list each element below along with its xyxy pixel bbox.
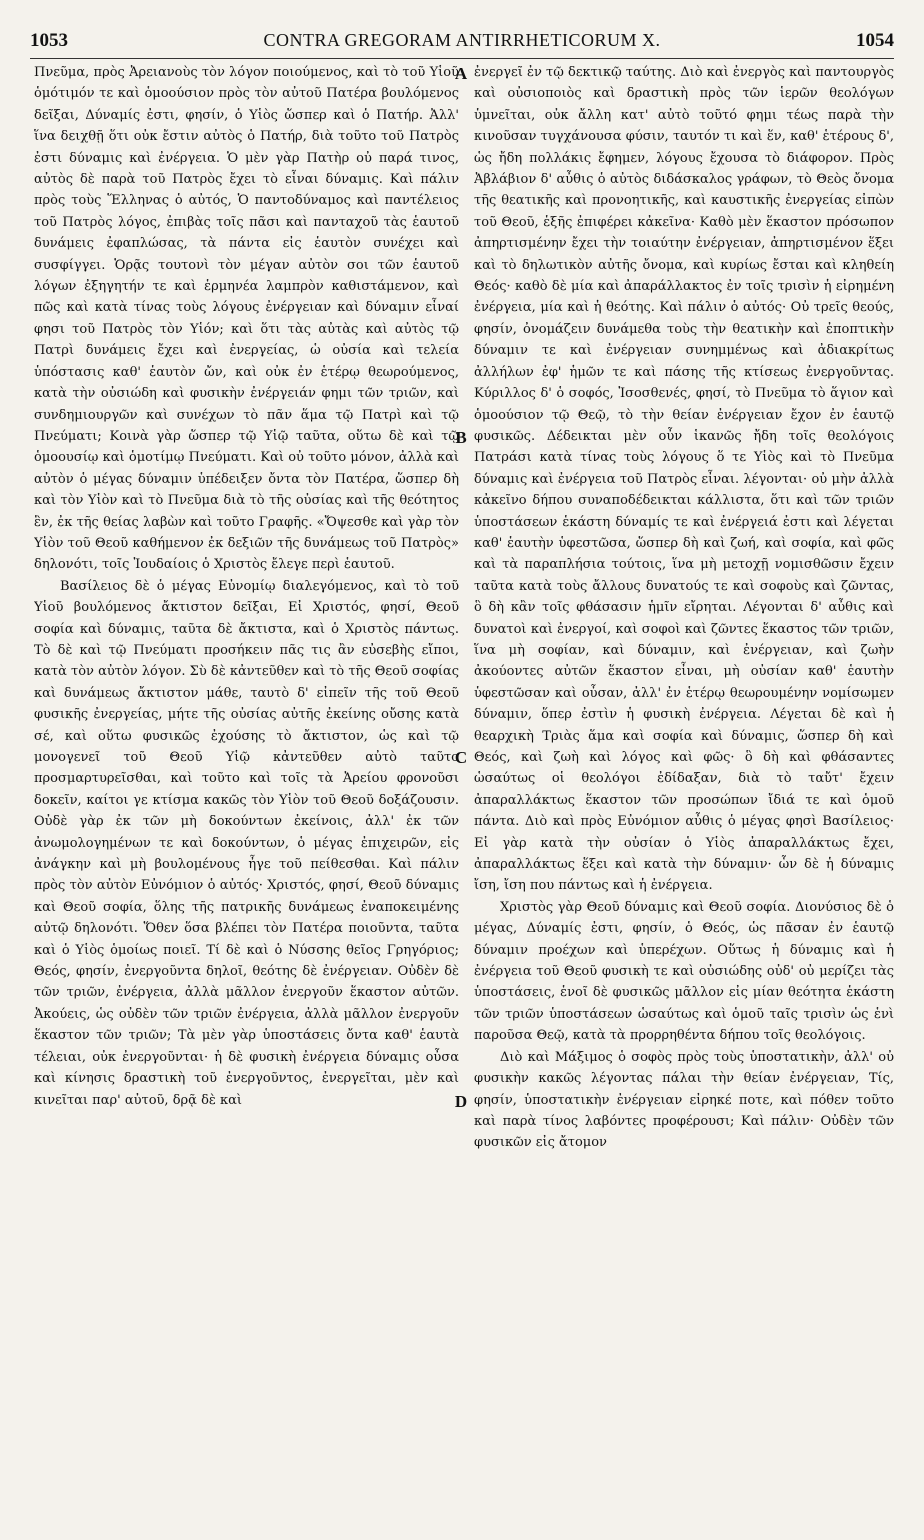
header-rule [30,58,894,59]
right-paragraph-1: ἐνεργεῖ ἐν τῷ δεκτικῷ ταύτης. Διὸ καὶ ἐνεργὸς καὶ παντουργὸς καὶ οὐσιοποιὸς καὶ δραστικὴ πρὸς τῶν ἱερῶν θεολόγων ὑμνεῖται, οὐκ ἄλλη κατ' αὐτὸ τοῦτό φημι τέως παρὰ τὴν κινοῦσαν τυγχάνουσα φύσιν, ταυτόν τι καὶ ἕν, καθ' ἑτέρους δ', ὡς ἤδη πολλάκις ἔφημεν, λόγους ἔχουσα τὸ διάφορον. Πρὸς Ἀβλάβιον δ' αὖθις ὁ αὐτὸς διδάσκαλος γράφων, τὸ Θεὸς ὄνομα τῆς θεατικῆς καὶ προνοητικῆς, καὶ καυστικῆς ἐνεργείας εἰπὼν τοῦ Θεοῦ, ἑξῆς ἐπιφέρει κἀκεῖνα· Καθὸ μὲν ἕκαστον πρόσωπον ἀπηρτισμένην ἔχει τὴν τοιαύτην ἐνέργειαν, ἀπηρτισμένον ἕξει καὶ τὸ δηλωτικὸν αὐτῆς ὄνομα, καὶ κυρίως ἔσται καὶ κληθείη Θεός· καθὸ δὲ μία καὶ ἀπαράλλακτος ἐν τοῖς τρισὶν ἡ εἰρημένη ἐνέργεια, μία καὶ ἡ θεότης. Καὶ πάλιν ὁ αὐτός· Οὐ τρεῖς θεούς, φησίν, ὀνομάζειν δυνάμεθα τοὺς τὴν θεατικὴν καὶ ἐποπτικὴν δύναμιν τε καὶ ἐνέργειαν συνημμένως καὶ ἀδιακρίτως ἀλλήλων ἐφ' ἡμῶν τε καὶ πάσης τῆς κτίσεως ἐνεργοῦντας. Κύριλλος δ' ὁ σοφός, Ἰσοσθενές, φησί, τὸ Πνεῦμα τὸ ἅγιον καὶ ὁμοούσιον τῷ Θεῷ, τὸ τὴν θείαν ἐνέργειαν ἔχον ἐν ἑαυτῷ φυσικῶς. Δέδεικται μὲν οὖν ἱκανῶς ἤδη τοῖς θεολόγοις Πατράσι κατὰ τίνας τοὺς λόγους ὅ τε Υἱὸς καὶ τὸ Πνεῦμα δύναμις καὶ ἐνέργεια τοῦ Πατρὸς εἶναι. λέγονται· οὐ μὴν ἀλλὰ κἀκεῖνο δήπου συναποδέδεικται κάλλιστα, ὅτι καὶ τῶν τριῶν ὑποστάσεων ἑκάστη δύναμίς τε καὶ ἐνέργειά ἐστι καὶ λέγεται καθ' ἑαυτὴν ὑφεστῶσα, ὥσπερ δὴ καὶ ζωή, καὶ σοφία, καὶ φῶς καὶ τὰ παραπλήσια τούτοις, ἵνα μὴ μετοχῇ νομισθῶσιν ἔχειν ταῦτα κατὰ τοὺς ἄλλους δυνατούς τε καὶ σοφοὺς καὶ ζῶντας, ὃ δὴ κἂν τοῖς φθάσασιν ἡμῖν εἴρηται. Λέγονται δ' αὖθις καὶ δυνατοὶ καὶ ἐνεργοί, καὶ σοφοὶ καὶ ζῶντες ἕκαστος τῶν τριῶν, ἵνα μὴ σοφίαν, καὶ δύναμιν, καὶ ἐνέργειαν, καὶ ζωὴν ἀκούοντες αὐτῶν ἕκαστον εἶναι, μὴ οὐσίαν καθ' ἑαυτὴν ὑφεστῶσαν καὶ οὖσαν, ἀλλ' ἐν ἑτέρῳ θεωρουμένην νομίσωμεν δύναμιν, ὅπερ ἐστὶν ἡ φυσικὴ ἐνέργεια. Λέγεται δὲ καὶ ἡ θεαρχικὴ Τριὰς ἅμα καὶ σοφία καὶ δύναμις, ὥσπερ δὴ καὶ Θεός, καὶ ζωὴ καὶ λόγος καὶ φῶς· ὃ δὴ καὶ φθάσαντες ὡσαύτως οἱ θεολόγοι ἐδίδαξαν, διὰ τὸ ταὔτ' ἔχειν ἀπαραλλάκτως ἕκαστον τῶν προσώπων ἴδιά τε καὶ ὁμοῦ πάντα. Διὸ καὶ πρὸς Εὐνόμιον αὖθις ὁ μέγας φησὶ Βασίλειος· Εἰ γὰρ κατὰ τὴν οὐσίαν ὁ Υἱὸς ἀπαραλλάκτως ἔχει, ἀπαραλλάκτως ἕξει καὶ κατὰ τὴν δύναμιν· ὧν δὲ ἡ δύναμις ἴση, ἴση που πάντως καὶ ἡ ἐνέργεια. [474,65,894,894]
running-title: CONTRA GREGORAM ANTIRRHETICORUM X. [263,30,661,50]
left-paragraph-1: Πνεῦμα, πρὸς Ἀρειανοὺς τὸν λόγον ποιούμενος, καὶ τὸ τοῦ Υἱοῦ ὁμότιμόν τε καὶ ὁμοούσιον πρὸς τὸν αὐτοῦ Πατέρα βουλόμενος δεῖξαι, Δύναμίς ἐστι, φησίν, ὁ Υἱὸς ὥσπερ καὶ ὁ Πατήρ. Ἀλλ' ἵνα δειχθῇ ὅτι οὐκ ἔστιν αὐτὸς ὁ Πατήρ, διὰ τοῦτο τοῦ Πατρὸς ἐστι δύναμις καὶ ἐνέργεια. Ὁ μὲν γὰρ Πατὴρ οὐ παρά τινος, αὐτὸς δὲ παρὰ τοῦ Πατρὸς ἔχει τὸ εἶναι δύναμις. Καὶ πάλιν πρὸς τοὺς Ἕλληνας ὁ αὐτός, Ὁ παντοδύναμος καὶ παντέλειος τοῦ Πατρὸς λόγος, ἐπιβὰς τοῖς πᾶσι καὶ πανταχοῦ τὰς ἑαυτοῦ δυνάμεις ἐφαπλώσας, τὰ πάντα εἰς ἑαυτὸν συνέχει καὶ συσφίγγει. Ὁρᾷς τουτονὶ τὸν μέγαν αὐτὸν σοι τῶν ἑαυτοῦ λόγων ἐξηγητήν τε καὶ ἑρμηνέα λαμπρὸν καθιστάμενον, καὶ πῶς καὶ κατὰ τίνας τοὺς λόγους ἐνέργειαν καὶ δύναμιν εἶναί φησι τοῦ Πατρὸς τὸν Υἱόν; καὶ ὅτι τὰς αὐτὰς καὶ αὐτὸς τῷ Πατρὶ δυνάμεις ἔχει καὶ ἐνεργείας, ὡ οὐσία καὶ τελεία ὑπόστασις καθ' ἑαυτὸν ὤν, καὶ οὐκ ἐν ἑτέρῳ θεωρούμενος, κατὰ τὴν οὐσιώδη καὶ φυσικὴν ἐνέργειάν φημι τῶν τριῶν, καὶ συνδημιουργῶν καὶ συνέχων τὸ πᾶν ἅμα τῷ Πατρὶ καὶ τῷ Πνεύματι; Κοινὰ γὰρ ὥσπερ τῷ Υἱῷ ταῦτα, οὕτω δὲ καὶ τῷ ὁμοουσίῳ καὶ ὁμοτίμῳ Πνεύματι. Καὶ οὐ τοῦτο μόνον, ἀλλὰ καὶ αὐτὸν ὁ μέγας δύναμιν ὑπέδειξεν ὄντα τὸν Πατέρα, ὥσπερ δὴ καὶ τὸν Υἱὸν καὶ τὸ Πνεῦμα διὰ τὸ τῆς οὐσίας καὶ τῆς θεότητος ἓν, ἐκ τῆς θείας λαβὼν καὶ τοῦτο Γραφῆς. «Ὄψεσθε καὶ γὰρ τὸν Υἱὸν τοῦ Θεοῦ καθήμενον ἐκ δεξιῶν τῆς δυνάμεως τοῦ Πατρὸς» δηλονότι, τοῖς Ἰουδαίοις ὁ Χριστὸς ἔλεγε περὶ ἑαυτοῦ. [34,65,459,573]
right-column [474,62,894,1532]
left-column [34,62,459,1532]
right-paragraph-3: Διὸ καὶ Μάξιμος ὁ σοφὸς πρὸς τοὺς ὑποστατικὴν, ἀλλ' οὐ φυσικὴν κακῶς λέγοντας πάλαι τὴν θείαν ἐνέργειαν, Τίς, φησίν, ὑποστατικὴν ἐνέργειαν εἰρηκέ ποτε, καὶ πόθεν τοῦτο καὶ παρὰ τίνος λαβόντες προφέρουσι; Καὶ πάλιν· Οὐδὲν τῶν φυσικῶν εἰς ἄτομον [474,1049,894,1151]
margin-letter-c: C [454,748,468,767]
margin-letter-a: A [454,64,468,83]
page-number-right: 1054 [856,30,894,51]
margin-letter-d: D [454,1092,468,1111]
page-number-left: 1053 [30,30,68,51]
margin-letter-b: B [455,428,467,447]
right-paragraph-2: Χριστὸς γὰρ Θεοῦ δύναμις καὶ Θεοῦ σοφία. Διονύσιος δὲ ὁ μέγας, Δύναμίς ἐστι, φησίν, ὁ Θεός, ὡς πᾶσαν ἐν ἑαυτῷ δύναμιν προέχων καὶ ὑπερέχων. Οὕτως ἡ δύναμις καὶ ἡ ἐνέργεια τοῦ Θεοῦ φυσικὴ τε καὶ οὐσιώδης οὐδ' οὐ μερίζει τὰς ὑποστάσεις, ἑνοῖ δὲ φυσικῶς μᾶλλον εἰς μίαν θεότητα ἑκάστη τῶν τριῶν ὑποστάσεων ὡσαύτως καὶ ὁμοῦ ταῖς τρισὶν ὡς ἑνὶ παροῦσα Θεῷ, κατὰ τὰ προρρηθέντα δήπου τοῖς θεολόγοις. [474,899,894,1044]
left-paragraph-2: Βασίλειος δὲ ὁ μέγας Εὐνομίῳ διαλεγόμενος, καὶ τὸ τοῦ Υἱοῦ βουλόμενος ἄκτιστον δεῖξαι, Εἰ Χριστός, φησί, Θεοῦ σοφία καὶ δύναμις, ταῦτα δὲ ἄκτιστα, καὶ ὁ Χριστὸς πάντως. Τὸ δὲ καὶ τῷ Πνεύματι προσήκειν πᾶς τις ἂν εὐσεβὴς εἴποι, κατὰ τὸν αὐτὸν λόγον. Σὺ δὲ κἀντεῦθεν καὶ τὸ τῆς Θεοῦ σοφίας καὶ δυνάμεως ἄκτιστον μάθε, ταυτὸ δ' εἰπεῖν τῆς τοῦ Θεοῦ φυσικῆς ἐνεργείας, μήτε τῆς οὐσίας αὐτῆς ἐκείνης οὔσης κατὰ σέ, καὶ οὕτω φυσικῶς ἐχούσης τὸ ἄκτιστον, ὡς καὶ τῷ μονογενεῖ τοῦ Θεοῦ Υἱῷ κἀντεῦθεν αὐτὸ ταῦτο προσμαρτυρεῖσθαι, καὶ τοῦτο καὶ τοῖς τὰ Ἀρείου φρονοῦσι δοκεῖν, καίτοι γε κτίσμα κακῶς τὸν Υἱὸν τοῦ Θεοῦ δοξάζουσιν. Οὐδὲ γὰρ ἐκ τῶν μὴ δοκούντων ἐκείνοις, ἀλλ' ἐκ τῶν ἀνωμολογημένων τε καὶ δοκούντων, ὁ μέγας ἐπιχειρῶν, εἰς ἀνάγκην καὶ μὴ βουλομένους ἦγε τοῦ πείθεσθαι. Καὶ πάλιν πρὸς τὸν αὐτὸν Εὐνόμιον ὁ αὐτός· Χριστός, φησί, Θεοῦ δύναμις καὶ Θεοῦ σοφία, ὅλης τῆς πατρικῆς δυνάμεως ἐναποκειμένης αὐτῷ δηλονότι. Ὅθεν ὅσα βλέπει τὸν Πατέρα ποιοῦντα, ταῦτα καὶ ὁ Υἱὸς ὁμοίως ποιεῖ. Τί δὲ καὶ ὁ Νύσσης θεῖος Γρηγόριος; Θεός, φησίν, ἐνεργοῦντα δηλοῖ, θεότης δὲ ἐνέργειαν. Οὐδὲν δὲ τῶν τριῶν, ἐνέργεια, ἀλλὰ μᾶλλον ἐνεργοῦν ἕκαστον αὐτῶν. Ἀκούεις, ὡς οὐδὲν τῶν τριῶν ἐνέργεια, ἀλλὰ μᾶλλον ἐνεργοῦν ἕκαστον τῶν τριῶν; Τὰ μὲν γὰρ ὑποστάσεις ὄντα καθ' ἑαυτὰ τέλειαι, οὐκ ἐνεργοῦνται· ἡ δὲ φυσικὴ ἐνέργεια δύναμις οὖσα καὶ κίνησις δραστικὴ τοῦ ἐνεργοῦντος, ἐνεργεῖται, μὲν καὶ κινεῖται παρ' αὐτοῦ, δρᾷ δὲ καὶ [34,578,459,1108]
